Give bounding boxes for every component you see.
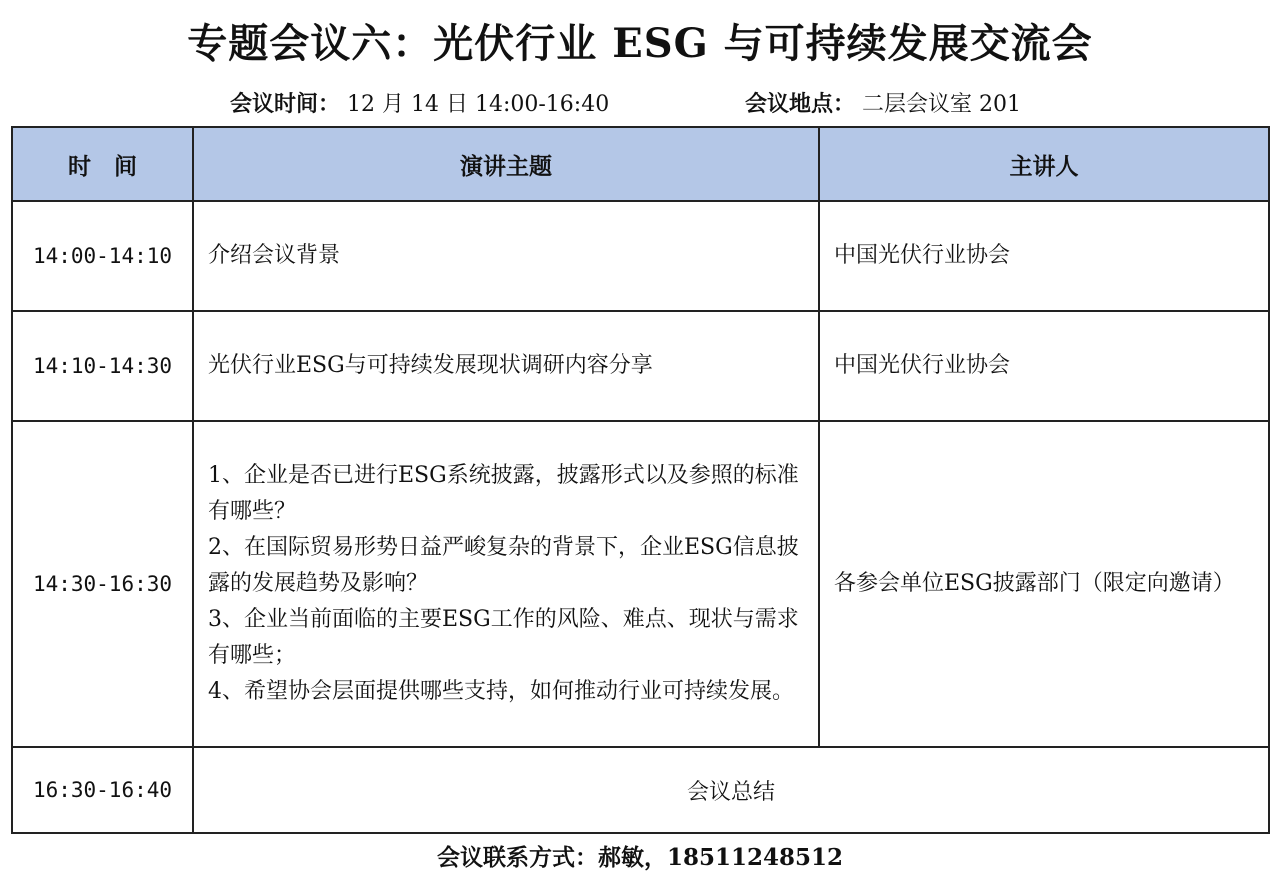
row-topic: 介绍会议背景 xyxy=(193,201,819,311)
header-speaker: 主讲人 xyxy=(819,127,1269,201)
row-speaker: 各参会单位ESG披露部门（限定向邀请） xyxy=(819,421,1269,747)
row-speaker: 中国光伏行业协会 xyxy=(819,201,1269,311)
row-topic-list xyxy=(193,421,819,747)
header-topic: 演讲主题 xyxy=(193,127,819,201)
row-time: 14:30-16:30 xyxy=(12,421,193,747)
meeting-time-label: 会议时间： xyxy=(230,91,341,117)
row-summary: 会议总结 xyxy=(193,747,1269,833)
meeting-time xyxy=(230,86,609,122)
table-row xyxy=(12,311,1269,421)
topic-item: 3、企业当前面临的主要ESG工作的风险、难点、现状与需求有哪些； xyxy=(208,607,799,668)
row-speaker: 中国光伏行业协会 xyxy=(819,311,1269,421)
contact-info: 会议联系方式：郝敏，18511248512 xyxy=(436,844,844,871)
topic-item: 2、在国际贸易形势日益严峻复杂的背景下，企业ESG信息披露的发展趋势及影响？ xyxy=(208,535,799,596)
table-row xyxy=(12,421,1269,747)
row-time: 14:00-14:10 xyxy=(12,201,193,311)
header-time: 时 间 xyxy=(12,127,193,201)
meeting-place xyxy=(745,86,1021,122)
row-time: 16:30-16:40 xyxy=(12,747,193,833)
meeting-time-value: 12 月 14 日 14:00-16:40 xyxy=(347,92,610,117)
row-topic: 光伏行业ESG与可持续发展现状调研内容分享 xyxy=(193,311,819,421)
topic-item: 1、企业是否已进行ESG系统披露，披露形式以及参照的标准有哪些？ xyxy=(208,463,799,524)
meeting-place-label: 会议地点： xyxy=(745,91,856,117)
table-header-row xyxy=(12,127,1269,201)
meeting-place-value: 二层会议室 201 xyxy=(862,92,1022,117)
page-title: 专题会议六：光伏行业 ESG 与可持续发展交流会 xyxy=(187,20,1093,67)
agenda-table xyxy=(11,126,1270,834)
topic-item: 4、希望协会层面提供哪些支持，如何推动行业可持续发展。 xyxy=(208,679,794,704)
table-row xyxy=(12,747,1269,833)
table-row xyxy=(12,201,1269,311)
row-time: 14:10-14:30 xyxy=(12,311,193,421)
